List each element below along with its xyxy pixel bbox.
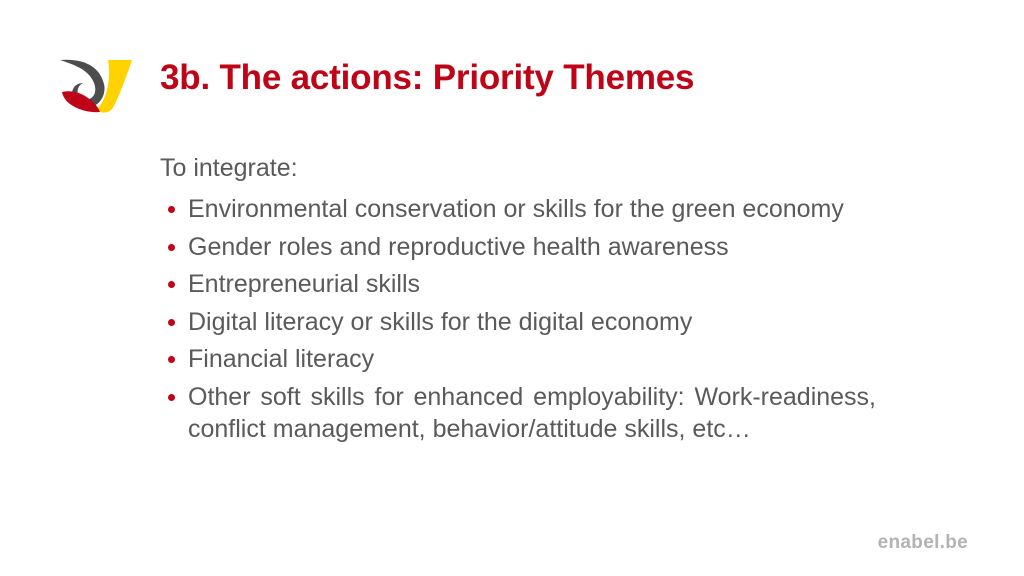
- enabel-logo: [56, 56, 136, 114]
- lead-text: To integrate:: [160, 154, 298, 182]
- list-item: Financial literacy: [160, 343, 876, 376]
- list-item: Digital literacy or skills for the digital economy: [160, 306, 876, 339]
- list-item: Gender roles and reproductive health awareness: [160, 231, 876, 264]
- bullet-list: [160, 193, 876, 446]
- page-title: 3b. The actions: Priority Themes: [160, 58, 695, 97]
- list-item: Other soft skills for enhanced employability: Work-readiness, conflict management, behavior/attitude skills, etc…: [160, 381, 876, 446]
- footer-brand: enabel.be: [877, 532, 968, 553]
- content-block: [160, 152, 876, 451]
- list-item: Entrepreneurial skills: [160, 268, 876, 301]
- list-item: Environmental conservation or skills for the green economy: [160, 193, 876, 226]
